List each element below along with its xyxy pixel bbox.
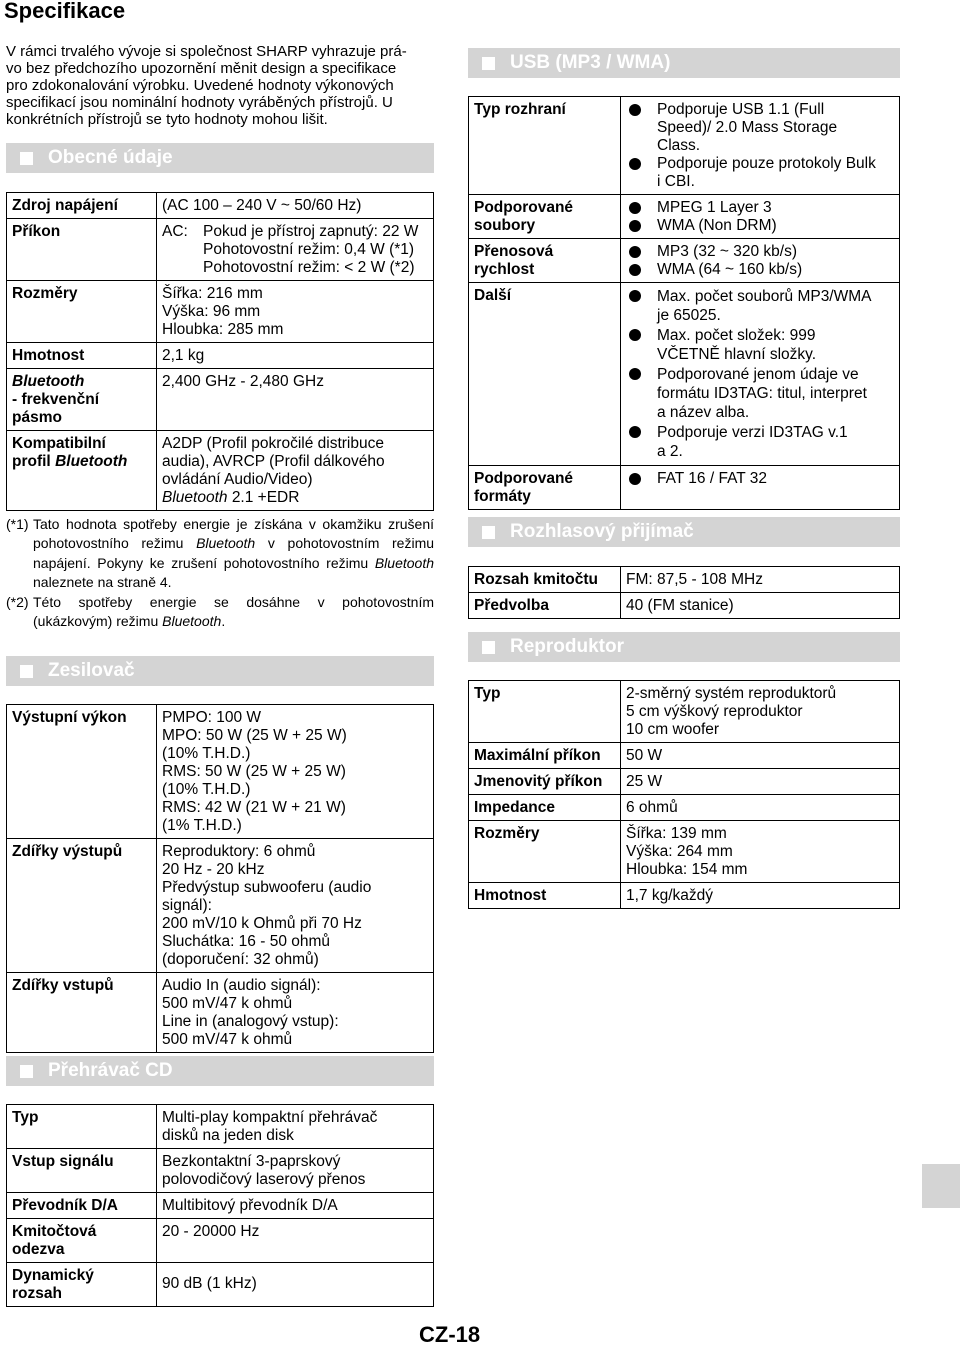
value-line: Multi-play kompaktní přehrávač <box>162 1109 378 1126</box>
label-line: odezva <box>12 1241 65 1258</box>
section-title: Přehrávač CD <box>48 1060 173 1081</box>
spec-row-bluetooth-band <box>7 368 433 430</box>
section-title: Obecné údaje <box>48 147 173 168</box>
bullet-dot-icon <box>629 426 641 438</box>
spec-value: 50 W <box>626 747 663 764</box>
bullet-text: WMA (64 ~ 160 kb/s) <box>657 261 803 278</box>
value-line: Line in (analogový vstup): <box>162 1013 339 1030</box>
value-line: Hloubka: 154 mm <box>626 861 748 878</box>
bullet-dot-icon <box>629 158 641 170</box>
spec-label: Příkon <box>7 219 157 280</box>
spec-value: (AC 100 – 240 V ~ 50/60 Hz) <box>162 197 362 214</box>
spec-label: Rozsah kmitočtu <box>469 567 621 592</box>
value-line: A2DP (Profil pokročilé distribuce <box>162 435 384 452</box>
bullet-text: Max. počet souborů MP3/WMA <box>657 288 872 305</box>
spec-value <box>157 219 433 280</box>
label-line: formáty <box>474 487 531 505</box>
value-line: Audio In (audio signál): <box>162 977 321 994</box>
bullet-text: i CBI. <box>657 173 695 190</box>
spec-value: 25 W <box>626 773 663 790</box>
intro-line: pro zdokonalování výrobku. Uvedené hodnoty výkonových <box>6 77 394 94</box>
label-line: Podporované <box>474 469 574 487</box>
spec-value: 20 - 20000 Hz <box>162 1223 260 1240</box>
spec-value <box>621 195 899 238</box>
bullet-dot-icon <box>629 246 641 258</box>
spec-row-cd-type <box>7 1105 433 1148</box>
section-general-heading <box>6 143 434 173</box>
value-line: Reproduktory: 6 ohmů <box>162 843 316 860</box>
bullet-text: WMA (Non DRM) <box>657 217 777 234</box>
spec-value: 2,400 GHz - 2,480 GHz <box>162 373 324 390</box>
intro-paragraph <box>6 43 434 128</box>
spec-value <box>157 281 433 342</box>
value-line: Výška: 264 mm <box>626 843 733 860</box>
usb-spec-table <box>468 96 900 510</box>
spec-label <box>7 1263 157 1306</box>
spec-value: FM: 87,5 - 108 MHz <box>626 571 763 588</box>
spec-row-cd-signal <box>7 1148 433 1192</box>
bullet-dot-icon <box>629 202 641 214</box>
bullet-dot-icon <box>629 290 641 302</box>
spec-value: 2,1 kg <box>162 347 205 364</box>
spec-row-output-jacks <box>7 838 433 972</box>
value-line: Šířka: 216 mm <box>162 285 263 302</box>
bullet-item <box>626 101 895 155</box>
value-line: Šířka: 139 mm <box>626 825 727 842</box>
bullet-text: je 65025. <box>657 307 721 325</box>
intro-line: specifikací jsou nominální hodnoty vyráběných přístrojů. U <box>6 94 393 111</box>
value-line: 10 cm woofer <box>626 721 720 738</box>
value-line: audia), AVRCP (Profil dálkového <box>162 453 385 470</box>
bullet-item <box>626 217 895 235</box>
square-bullet-icon <box>20 152 33 165</box>
bullet-text: Podporované jenom údaje ve <box>657 365 859 383</box>
bullet-dot-icon <box>629 368 641 380</box>
spec-label: Zdířky vstupů <box>7 973 157 1052</box>
section-tuner-heading <box>468 517 900 547</box>
spec-row-power-supply <box>7 193 433 218</box>
label-word: profil <box>12 453 51 470</box>
spec-value <box>157 973 433 1052</box>
section-amplifier-heading <box>6 656 434 686</box>
label-line: - frekvenční <box>12 391 100 408</box>
bullet-text: FAT 16 / FAT 32 <box>657 469 767 487</box>
square-bullet-icon <box>482 641 495 654</box>
spec-value <box>621 466 899 509</box>
bullet-text: Speed)/ 2.0 Mass Storage <box>657 119 838 136</box>
tuner-spec-table <box>468 566 900 619</box>
value-line: RMS: 50 W (25 W + 25 W) <box>162 763 346 780</box>
bullet-item <box>626 199 895 217</box>
bullet-text: MPEG 1 Layer 3 <box>657 199 772 216</box>
bullet-text: a název alba. <box>657 404 750 422</box>
footnote-text: Bluetooth <box>374 554 435 571</box>
bullet-item <box>626 423 895 462</box>
footnote-label: (*1) <box>6 516 29 532</box>
spec-row-bluetooth-profile <box>7 430 433 510</box>
spec-row-usb-files <box>469 194 899 238</box>
spec-label: Vstup signálu <box>7 1149 157 1192</box>
footnote-text: Bluetooth <box>162 613 222 630</box>
spec-label: Další <box>469 283 621 465</box>
spec-value: Multibitový převodník D/A <box>162 1197 338 1214</box>
spec-value <box>621 821 899 882</box>
bullet-item <box>626 155 895 191</box>
section-usb-heading <box>468 48 900 78</box>
label-line: Podporované <box>474 199 574 216</box>
bullet-dot-icon <box>629 473 641 485</box>
section-title: USB (MP3 / WMA) <box>510 52 671 73</box>
value-line: 500 mV/47 k ohmů <box>162 1031 293 1048</box>
bullet-text: Podporuje verzi ID3TAG v.1 <box>657 423 848 441</box>
label-line: Dynamický <box>12 1267 94 1284</box>
value-line: MPO: 50 W (25 W + 25 W) <box>162 727 347 744</box>
value-line: disků na jeden disk <box>162 1127 294 1144</box>
value-word: Bluetooth <box>162 489 228 506</box>
spec-row-cd-frequency-response <box>7 1218 433 1262</box>
label-line: pásmo <box>12 409 62 426</box>
value-line: signál): <box>162 897 212 914</box>
spec-label <box>469 195 621 238</box>
page-title: Specifikace <box>4 0 126 23</box>
intro-line: konkrétních přístrojů se tyto hodnoty mohou lišit. <box>6 111 328 128</box>
spec-label: Rozměry <box>469 821 621 882</box>
footnote-text: Této spotřeby energie se dosáhne v pohotovostním (ukázkovým) režimu <box>33 593 434 630</box>
value-line: Hloubka: 285 mm <box>162 321 284 338</box>
square-bullet-icon <box>20 665 33 678</box>
spec-row-speaker-weight <box>469 882 899 908</box>
bullet-item <box>626 261 895 279</box>
footnote-text: Bluetooth <box>196 535 256 552</box>
spec-row-speaker-rated-power <box>469 768 899 794</box>
section-cd-heading <box>6 1056 434 1086</box>
spec-row-input-jacks <box>7 972 433 1052</box>
value-line: RMS: 42 W (21 W + 21 W) <box>162 799 346 816</box>
spec-label: Hmotnost <box>469 883 621 908</box>
label-line: rychlost <box>474 261 535 278</box>
bullet-text: Class. <box>657 137 701 154</box>
spec-label: Impedance <box>469 795 621 820</box>
bullet-text: Podporuje USB 1.1 (Full <box>657 101 825 118</box>
bullet-text: Max. počet složek: 999 <box>657 326 816 344</box>
spec-label <box>469 239 621 282</box>
spec-label <box>469 466 621 509</box>
value-line: (doporučení: 32 ohmů) <box>162 951 319 968</box>
bullet-dot-icon <box>629 264 641 276</box>
spec-row-speaker-dimensions <box>469 820 899 882</box>
label-line: Přenosová <box>474 243 554 260</box>
label-line: soubory <box>474 217 536 234</box>
spec-row-tuner-range <box>469 567 899 592</box>
value-line: PMPO: 100 W <box>162 709 262 726</box>
spec-row-consumption <box>7 218 433 280</box>
spec-label <box>7 1219 157 1262</box>
value-line: 2-směrný systém reproduktorů <box>626 685 837 702</box>
label-line: Kmitočtová <box>12 1223 97 1240</box>
spec-label: Převodník D/A <box>7 1193 157 1218</box>
square-bullet-icon <box>20 1065 33 1078</box>
spec-row-usb-other <box>469 282 899 465</box>
consumption-standby-1: Pohotovostní režim: 0,4 W (*1) <box>203 241 415 258</box>
value-line: polovodičový laserový přenos <box>162 1171 366 1188</box>
spec-row-usb-interface <box>469 97 899 194</box>
label-word: Bluetooth <box>55 453 128 470</box>
value-line: 200 mV/10 k Ohmů při 70 Hz <box>162 915 362 932</box>
bullet-item <box>626 470 895 488</box>
value-line: Sluchátka: 16 - 50 ohmů <box>162 933 331 950</box>
spec-value <box>157 431 433 510</box>
value-word: 2.1 +EDR <box>231 489 300 506</box>
spec-row-output-power <box>7 705 433 838</box>
spec-value: 90 dB (1 kHz) <box>162 1275 257 1292</box>
spec-row-speaker-max-power <box>469 742 899 768</box>
footnotes <box>6 515 434 631</box>
section-title: Rozhlasový přijímač <box>510 521 694 542</box>
bullet-dot-icon <box>629 220 641 232</box>
page-edge-tab <box>922 1164 960 1208</box>
spec-label: Hmotnost <box>7 343 157 368</box>
consumption-standby-2: Pohotovostní režim: < 2 W (*2) <box>203 259 415 276</box>
spec-value <box>621 283 899 465</box>
intro-line: V rámci trvalého vývoje si společnost SHARP vyhrazuje prá- <box>6 43 407 60</box>
bullet-text: formátu ID3TAG: titul, interpret <box>657 385 867 403</box>
spec-row-tuner-presets <box>469 592 899 618</box>
spec-label: Výstupní výkon <box>7 705 157 838</box>
footnote-text: . <box>221 613 226 630</box>
spec-label <box>7 431 157 510</box>
bullet-dot-icon <box>629 104 641 116</box>
value-line: ovládání Audio/Video) <box>162 471 313 488</box>
spec-value <box>621 239 899 282</box>
spec-label: Typ <box>469 681 621 742</box>
spec-label <box>7 369 157 430</box>
spec-value: 6 ohmů <box>626 799 678 816</box>
cd-spec-table <box>6 1104 434 1307</box>
spec-label: Zdroj napájení <box>7 193 157 218</box>
spec-row-usb-formats <box>469 465 899 509</box>
spec-row-cd-dac <box>7 1192 433 1218</box>
square-bullet-icon <box>482 57 495 70</box>
footnote-1 <box>6 515 434 593</box>
label-line: Kompatibilní <box>12 435 106 452</box>
spec-value <box>157 1149 433 1192</box>
spec-row-dimensions <box>7 280 433 342</box>
spec-label: Typ rozhraní <box>469 97 621 194</box>
value-line: Výška: 96 mm <box>162 303 261 320</box>
spec-row-usb-bitrate <box>469 238 899 282</box>
footnote-text: Tato hodnota spotřeby energie je získána v okamžiku zrušení pohotovostního režimu <box>33 516 434 552</box>
spec-label: Předvolba <box>469 593 621 618</box>
value-line: (1% T.H.D.) <box>162 817 242 834</box>
spec-row-speaker-type <box>469 681 899 742</box>
spec-row-speaker-impedance <box>469 794 899 820</box>
speaker-spec-table <box>468 680 900 909</box>
spec-value: 40 (FM stanice) <box>626 597 734 614</box>
spec-value <box>157 1105 433 1148</box>
spec-value <box>157 839 433 972</box>
bullet-text: VČETNĚ hlavní složky. <box>657 346 817 364</box>
bullet-item <box>626 365 895 423</box>
ac-prefix: AC: <box>162 223 188 240</box>
spec-value <box>157 705 433 838</box>
footnote-text: naleznete na straně 4. <box>33 574 172 591</box>
spec-value <box>621 681 899 742</box>
bullet-item <box>626 326 895 365</box>
section-speaker-heading <box>468 632 900 662</box>
intro-line: vo bez předchozího upozornění měnit design a specifikace <box>6 60 397 77</box>
spec-label: Zdířky výstupů <box>7 839 157 972</box>
general-spec-table <box>6 192 434 511</box>
label-line: rozsah <box>12 1285 62 1302</box>
footnote-label: (*2) <box>6 593 29 610</box>
spec-row-cd-dynamic-range <box>7 1262 433 1306</box>
bullet-item <box>626 243 895 261</box>
value-line: (10% T.H.D.) <box>162 745 251 762</box>
consumption-on: Pokud je přístroj zapnutý: 22 W <box>203 223 419 240</box>
bullet-dot-icon <box>629 329 641 341</box>
page-number: CZ-18 <box>419 1322 481 1347</box>
label-line: Bluetooth <box>12 373 85 390</box>
spec-label: Rozměry <box>7 281 157 342</box>
spec-value <box>621 97 899 194</box>
value-line: Předvýstup subwooferu (audio <box>162 879 372 896</box>
section-title: Reproduktor <box>510 636 624 657</box>
section-title: Zesilovač <box>48 660 135 681</box>
value-line: 5 cm výškový reproduktor <box>626 703 803 720</box>
amplifier-spec-table <box>6 704 434 1053</box>
bullet-text: Podporuje pouze protokoly Bulk <box>657 155 876 172</box>
spec-label: Jmenovitý příkon <box>469 769 621 794</box>
footnote-2 <box>6 593 434 632</box>
value-line: 20 Hz - 20 kHz <box>162 861 265 878</box>
bullet-text: MP3 (32 ~ 320 kb/s) <box>657 243 797 260</box>
bullet-text: a 2. <box>657 443 683 461</box>
value-line: 500 mV/47 k ohmů <box>162 995 293 1012</box>
spec-value: 1,7 kg/každý <box>626 887 714 904</box>
bullet-item <box>626 287 895 326</box>
footnote-text: v pohotovostním režimu napájení. Pokyny ke zrušení pohotovostního režimu <box>33 535 435 571</box>
square-bullet-icon <box>482 526 495 539</box>
spec-label: Typ <box>7 1105 157 1148</box>
value-line: Bezkontaktní 3-paprskový <box>162 1153 341 1170</box>
spec-label: Maximální příkon <box>469 743 621 768</box>
spec-row-weight <box>7 342 433 368</box>
value-line: (10% T.H.D.) <box>162 781 251 798</box>
